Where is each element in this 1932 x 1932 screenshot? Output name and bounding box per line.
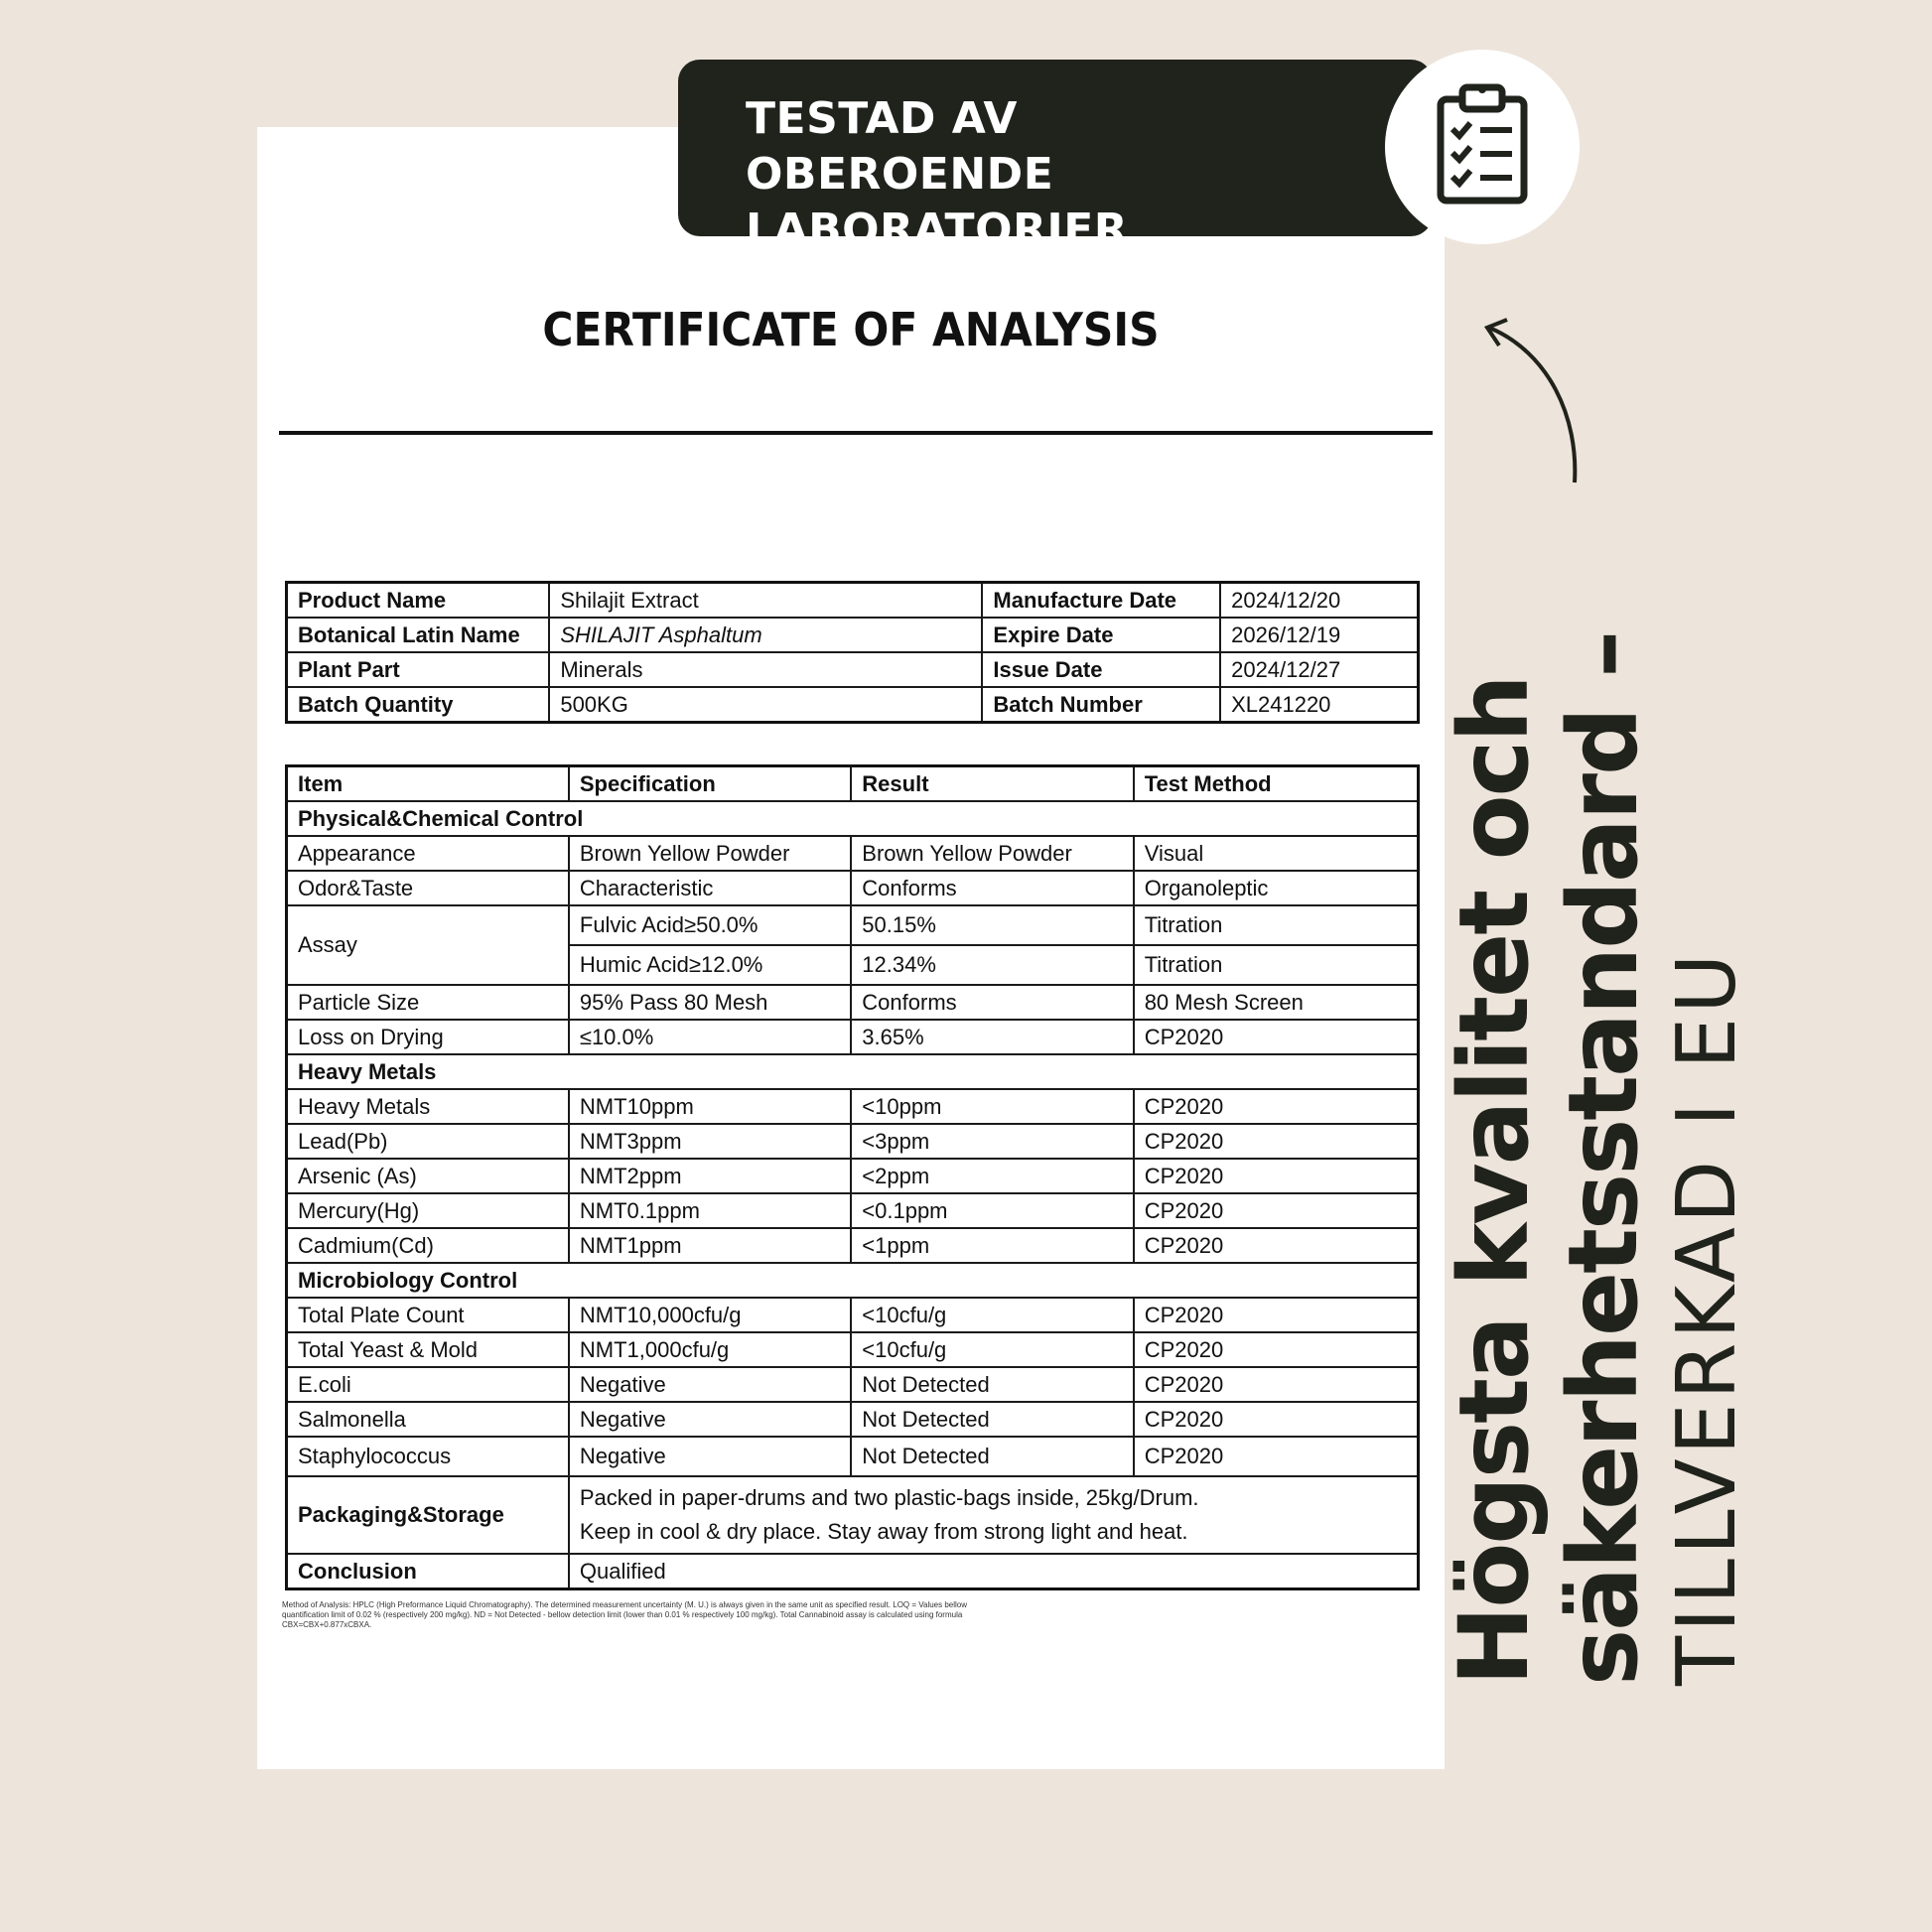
cell: CP2020 xyxy=(1134,1089,1419,1124)
cell: Brown Yellow Powder xyxy=(569,836,851,871)
cell: 50.15% xyxy=(851,905,1133,945)
cell: NMT1ppm xyxy=(569,1228,851,1263)
table-row xyxy=(287,836,1419,871)
info-label: Issue Date xyxy=(982,652,1220,687)
cell: CP2020 xyxy=(1134,1193,1419,1228)
table-row xyxy=(287,583,1419,619)
cell: Mercury(Hg) xyxy=(287,1193,569,1228)
cell: Cadmium(Cd) xyxy=(287,1228,569,1263)
cell: Visual xyxy=(1134,836,1419,871)
table-row xyxy=(287,1367,1419,1402)
info-label: Expire Date xyxy=(982,618,1220,652)
cell: Conforms xyxy=(851,871,1133,905)
badge-line-2: LABORATORIER xyxy=(746,205,1129,255)
cell: Assay xyxy=(287,905,569,985)
packaging-value xyxy=(569,1476,1419,1554)
info-value: Shilajit Extract xyxy=(549,583,982,619)
packaging-line-2: Keep in cool & dry place. Stay away from strong light and heat. xyxy=(579,1519,1188,1544)
badge-line-1: TESTAD AV OBEROENDE xyxy=(746,93,1054,200)
cell: Particle Size xyxy=(287,985,569,1020)
cell: CP2020 xyxy=(1134,1124,1419,1159)
product-info-table xyxy=(285,581,1420,724)
table-row xyxy=(287,1402,1419,1437)
curved-arrow-icon xyxy=(1469,308,1598,496)
section-row xyxy=(287,1263,1419,1298)
cell: <2ppm xyxy=(851,1159,1133,1193)
table-row xyxy=(287,1089,1419,1124)
cell: CP2020 xyxy=(1134,1228,1419,1263)
slogan-line-2: säkerhetsstandard – xyxy=(1548,631,1659,1686)
conclusion-value: Qualified xyxy=(569,1554,1419,1589)
slogan-line-1: Högsta kvalitet och xyxy=(1439,676,1550,1686)
table-row xyxy=(287,1228,1419,1263)
clipboard-checklist-icon xyxy=(1385,50,1580,244)
cell: NMT2ppm xyxy=(569,1159,851,1193)
analysis-table xyxy=(285,764,1420,1590)
cell: CP2020 xyxy=(1134,1020,1419,1054)
info-value: 2024/12/20 xyxy=(1220,583,1418,619)
cell: ≤10.0% xyxy=(569,1020,851,1054)
cell: E.coli xyxy=(287,1367,569,1402)
table-row xyxy=(287,1298,1419,1332)
table-row xyxy=(287,1437,1419,1476)
column-header: Specification xyxy=(569,766,851,802)
cell: Odor&Taste xyxy=(287,871,569,905)
cell: 3.65% xyxy=(851,1020,1133,1054)
cell: 12.34% xyxy=(851,945,1133,985)
cell: Fulvic Acid≥50.0% xyxy=(569,905,851,945)
packaging-label: Packaging&Storage xyxy=(287,1476,569,1554)
cell: Negative xyxy=(569,1402,851,1437)
info-label: Batch Quantity xyxy=(287,687,550,723)
table-header-row xyxy=(287,766,1419,802)
cell: CP2020 xyxy=(1134,1298,1419,1332)
column-header: Test Method xyxy=(1134,766,1419,802)
cell: NMT1,000cfu/g xyxy=(569,1332,851,1367)
title-divider xyxy=(279,431,1433,435)
table-row xyxy=(287,1124,1419,1159)
lab-tested-badge xyxy=(678,60,1433,255)
cell: Not Detected xyxy=(851,1437,1133,1476)
slogan-line-3: TILLVERKAD I EU xyxy=(1660,949,1754,1686)
table-row xyxy=(287,1193,1419,1228)
section-row xyxy=(287,1054,1419,1089)
cell: Humic Acid≥12.0% xyxy=(569,945,851,985)
cell: Arsenic (As) xyxy=(287,1159,569,1193)
footnote: Method of Analysis: HPLC (High Preformance Liquid Chromatography). The determined measurement uncertainty (M. U.) is always given in the same unit as specified result. LOQ = Values bellow quantification limit of 0.02 % (respectively 200 mg/kg). ND = Not Detected - bellow detection limit (lower than 0.01 % respectively 100 mg/kg). Total Cannabinoid assay is calculated using formula CBX=CBX+0.877xCBXA. xyxy=(282,1600,968,1629)
table-row xyxy=(287,1476,1419,1554)
cell: Staphylococcus xyxy=(287,1437,569,1476)
table-row xyxy=(287,618,1419,652)
cell: 95% Pass 80 Mesh xyxy=(569,985,851,1020)
table-row xyxy=(287,905,1419,945)
cell: Total Plate Count xyxy=(287,1298,569,1332)
cell: Negative xyxy=(569,1437,851,1476)
table-row xyxy=(287,1332,1419,1367)
column-header: Item xyxy=(287,766,569,802)
cell: <10cfu/g xyxy=(851,1298,1133,1332)
table-row xyxy=(287,871,1419,905)
info-label: Product Name xyxy=(287,583,550,619)
table-row xyxy=(287,1020,1419,1054)
cell: Appearance xyxy=(287,836,569,871)
cell: Not Detected xyxy=(851,1367,1133,1402)
cell: Heavy Metals xyxy=(287,1089,569,1124)
cell: Conforms xyxy=(851,985,1133,1020)
info-value: Minerals xyxy=(549,652,982,687)
cell: Lead(Pb) xyxy=(287,1124,569,1159)
badge-text xyxy=(746,91,1302,258)
cell: Brown Yellow Powder xyxy=(851,836,1133,871)
cell: Loss on Drying xyxy=(287,1020,569,1054)
section-heading: Physical&Chemical Control xyxy=(287,801,1419,836)
cell: Negative xyxy=(569,1367,851,1402)
conclusion-label: Conclusion xyxy=(287,1554,569,1589)
cell: CP2020 xyxy=(1134,1332,1419,1367)
cell: Titration xyxy=(1134,905,1419,945)
table-row xyxy=(287,687,1419,723)
info-value: SHILAJIT Asphaltum xyxy=(549,618,982,652)
cell: CP2020 xyxy=(1134,1367,1419,1402)
cell: Characteristic xyxy=(569,871,851,905)
cell: Organoleptic xyxy=(1134,871,1419,905)
section-row xyxy=(287,801,1419,836)
cell: NMT0.1ppm xyxy=(569,1193,851,1228)
table-row xyxy=(287,652,1419,687)
cell: NMT10,000cfu/g xyxy=(569,1298,851,1332)
cell: 80 Mesh Screen xyxy=(1134,985,1419,1020)
cell: <3ppm xyxy=(851,1124,1133,1159)
info-label: Batch Number xyxy=(982,687,1220,723)
info-label: Manufacture Date xyxy=(982,583,1220,619)
info-label: Plant Part xyxy=(287,652,550,687)
cell: CP2020 xyxy=(1134,1402,1419,1437)
page-title: CERTIFICATE OF ANALYSIS xyxy=(542,303,1160,356)
cell: CP2020 xyxy=(1134,1159,1419,1193)
cell: <10cfu/g xyxy=(851,1332,1133,1367)
table-row xyxy=(287,1159,1419,1193)
cell: <10ppm xyxy=(851,1089,1133,1124)
cell: NMT10ppm xyxy=(569,1089,851,1124)
cell: <0.1ppm xyxy=(851,1193,1133,1228)
cell: CP2020 xyxy=(1134,1437,1419,1476)
column-header: Result xyxy=(851,766,1133,802)
info-value: 500KG xyxy=(549,687,982,723)
table-row xyxy=(287,1554,1419,1589)
cell: NMT3ppm xyxy=(569,1124,851,1159)
cell: Salmonella xyxy=(287,1402,569,1437)
info-label: Botanical Latin Name xyxy=(287,618,550,652)
section-heading: Heavy Metals xyxy=(287,1054,1419,1089)
packaging-line-1: Packed in paper-drums and two plastic-bags inside, 25kg/Drum. xyxy=(579,1485,1199,1510)
info-value: XL241220 xyxy=(1220,687,1418,723)
side-slogan xyxy=(1439,631,1757,1686)
cell: Total Yeast & Mold xyxy=(287,1332,569,1367)
section-heading: Microbiology Control xyxy=(287,1263,1419,1298)
info-value: 2024/12/27 xyxy=(1220,652,1418,687)
cell: Titration xyxy=(1134,945,1419,985)
table-row xyxy=(287,985,1419,1020)
info-value: 2026/12/19 xyxy=(1220,618,1418,652)
cell: <1ppm xyxy=(851,1228,1133,1263)
cell: Not Detected xyxy=(851,1402,1133,1437)
